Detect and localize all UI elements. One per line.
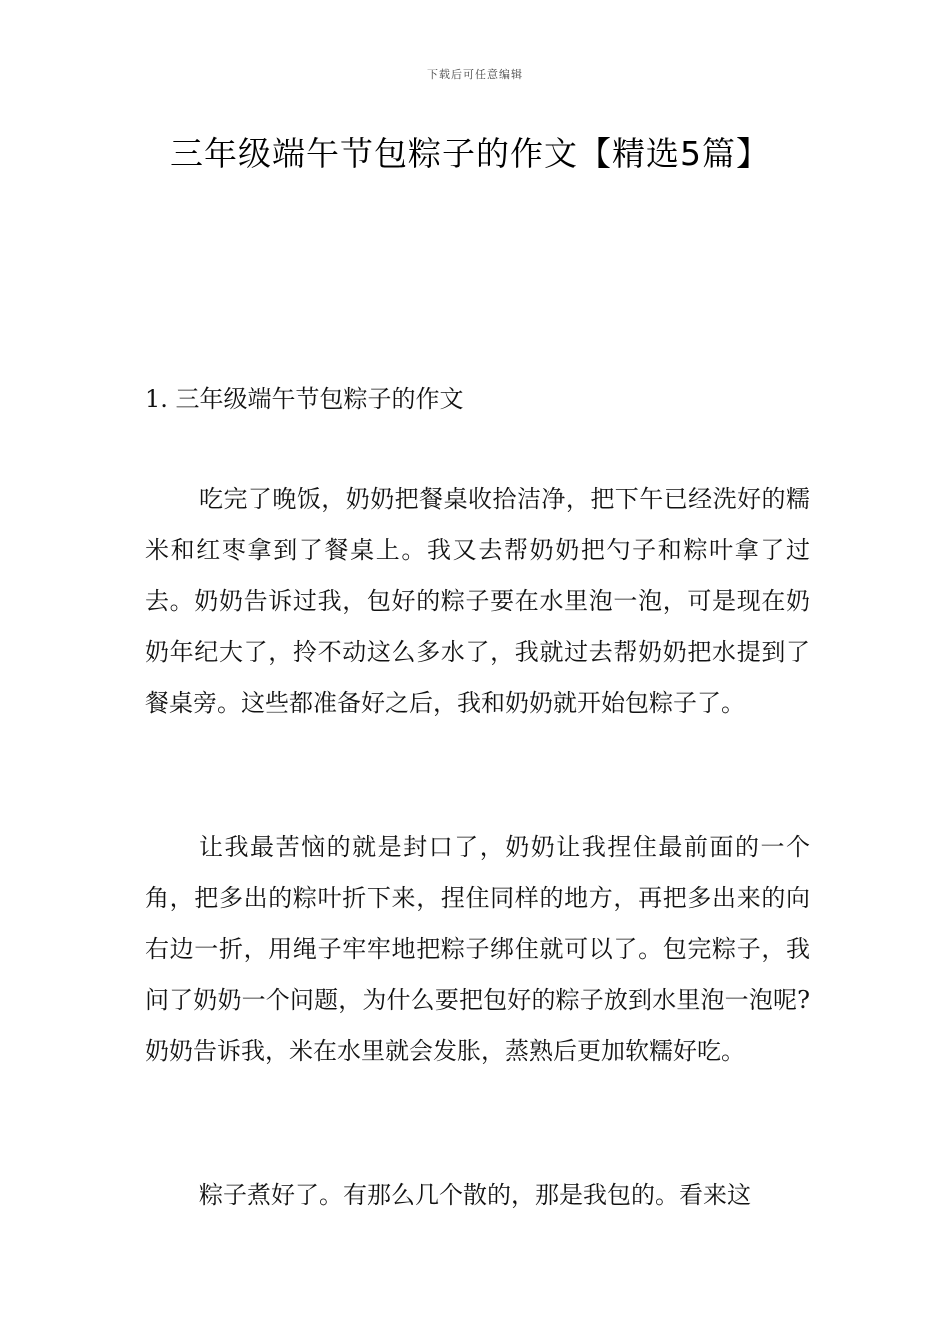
- paragraph-3: 粽子煮好了。有那么几个散的，那是我包的。看来这: [199, 1181, 751, 1209]
- page-title: 三年级端午节包粽子的作文【精选5篇】: [170, 134, 770, 173]
- paragraph-1: 吃完了晚饭，奶奶把餐桌收拾洁净，把下午已经洗好的糯米和红枣拿到了餐桌上。我又去帮奶奶把勺子和粽叶拿了过去。奶奶告诉过我，包好的粽子要在水里泡一泡，可是现在奶奶年纪大了，拎不动这么多水了，我就过去帮奶奶把水提到了餐桌旁。这些都准备好之后，我和奶奶就开始包粽子了。: [145, 485, 810, 717]
- section-heading: 1. 三年级端午节包粽子的作文: [145, 385, 464, 413]
- header-note: 下载后可任意编辑: [427, 68, 523, 81]
- paragraph-2: 让我最苦恼的就是封口了，奶奶让我捏住最前面的一个角，把多出的粽叶折下来，捏住同样的地方，再把多出来的向右边一折，用绳子牢牢地把粽子绑住就可以了。包完粽子，我问了奶奶一个问题，为什么要把包好的粽子放到水里泡一泡呢?奶奶告诉我，米在水里就会发胀，蒸熟后更加软糯好吃。: [145, 833, 810, 1065]
